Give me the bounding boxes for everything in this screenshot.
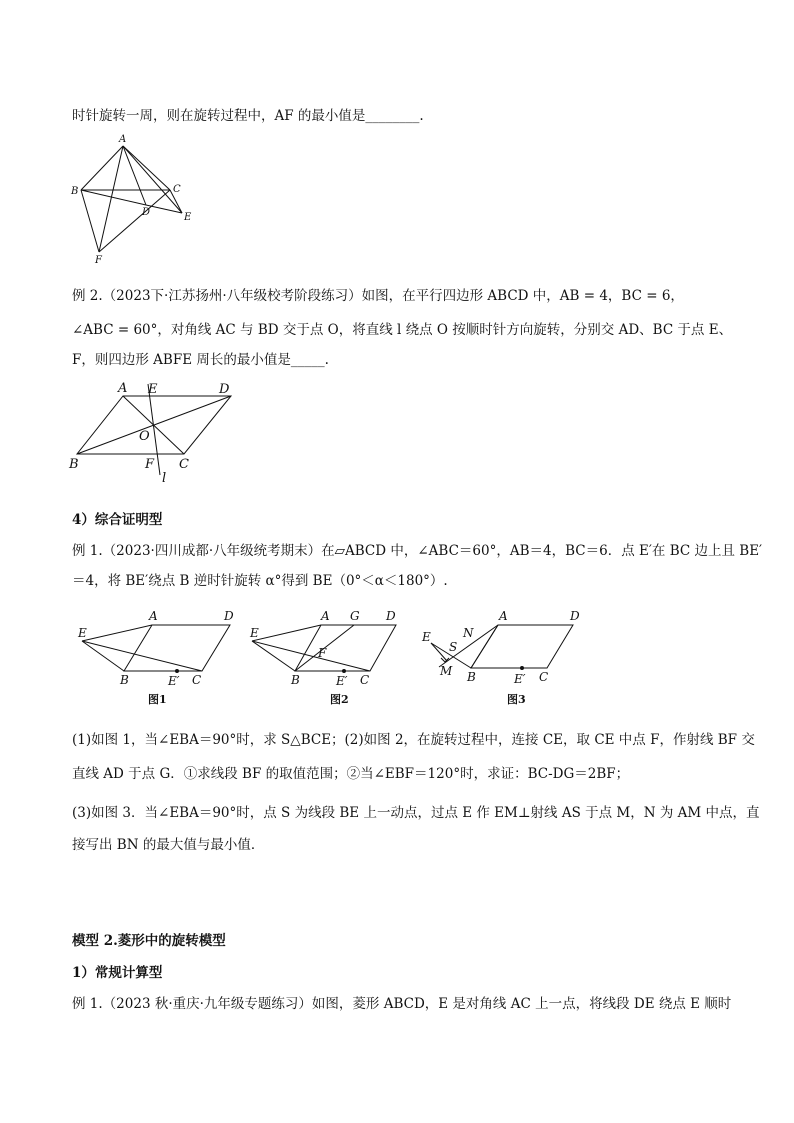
label-E: E [250,626,259,640]
label-E-prime: E′ [336,674,348,688]
caption-fig2: 图2 [330,693,349,706]
label-B: B [120,673,129,687]
question-1-line-1: (1)如图 1，当∠EBA＝90°时，求 S△BCE；(2)如图 2，在旋转过程中，连接 CE，取 CE 中点 F，作射线 BF 交 [72,732,755,748]
example-last-line: 例 1.（2023 秋·重庆·九年级专题练习）如图，菱形 ABCD，E 是对角线 AC 上一点，将线段 DE 绕点 E 顺时 [72,996,732,1012]
label-D: D [570,609,580,623]
label-A: A [118,381,128,396]
label-E: E [184,212,192,223]
example2-line-2: ∠ABC = 60°，对角线 AC 与 BD 交于点 O，将直线 l 绕点 O 按顺时针方向旋转，分别交 AD、BC 于点 E、 [72,322,733,338]
label-O: O [139,429,150,444]
section-4-heading: 4）综合证明型 [72,512,163,528]
example2-line-1: 例 2.（2023下·江苏扬州·八年级校考阶段练习）如图，在平行四边形 ABCD 中，AB = 4，BC = 6， [72,288,684,304]
label-D: D [219,382,230,397]
model-2-heading: 模型 2.菱形中的旋转模型 [72,933,226,949]
figure-3 [419,603,594,708]
label-C: C [173,184,181,195]
label-E-prime: E′ [514,672,526,686]
label-N: N [463,626,474,640]
label-F: F [95,255,102,265]
label-E: E [78,626,87,640]
question-3-line-2: 接写出 BN 的最大值与最小值． [72,837,265,853]
example2-line-3: F，则四边形 ABFE 周长的最小值是_____. [72,352,329,368]
example1-line-2: ＝4，将 BE′绕点 B 逆时针旋转 α°得到 BE（0°＜α＜180°）. [72,573,448,589]
label-S: S [449,640,458,654]
label-D: D [142,207,151,218]
label-A: A [321,609,330,623]
point-E-prime [175,669,179,673]
label-A: A [499,609,508,623]
label-D: D [224,609,234,623]
label-A: A [119,134,127,145]
label-C: C [179,457,189,472]
label-B: B [291,673,300,687]
label-B: B [467,670,476,684]
label-F: F [145,457,155,472]
label-l: l [162,471,167,486]
figure-parallelogram-rotation [66,376,246,486]
label-D: D [386,609,396,623]
label-C: C [539,670,549,684]
label-B: B [69,457,79,472]
label-E: E [422,630,431,644]
label-M: M [440,664,453,678]
label-C: C [192,673,202,687]
caption-fig1: 图1 [148,693,167,706]
label-C: C [360,673,370,687]
text-line-1: 时针旋转一周，则在旋转过程中，AF 的最小值是________. [72,108,424,124]
question-3-line-1: (3)如图 3．当∠EBA＝90°时，点 S 为线段 BE 上一动点，过点 E 作 EM⊥射线 AS 于点 M，N 为 AM 中点，直 [72,805,760,821]
label-F: F [318,646,327,660]
label-G: G [350,609,360,623]
section-1-heading: 1）常规计算型 [72,965,163,981]
label-E: E [148,382,158,397]
question-1-line-2: 直线 AD 于点 G．①求线段 BF 的取值范围；②当∠EBF＝120°时，求证：BC-DG＝2BF； [72,766,630,782]
figure-2 [244,603,414,708]
figure-1 [72,603,242,708]
caption-fig3: 图3 [507,693,526,706]
figure-quadrilateral-rotation [66,130,206,265]
point-E-prime [342,669,346,673]
label-E-prime: E′ [168,674,180,688]
point-E-prime [520,666,524,670]
example1-line-1: 例 1.（2023·四川成都·八年级统考期末）在▱ABCD 中，∠ABC＝60°，AB＝4，BC＝6．点 E′在 BC 边上且 BE′ [72,543,763,559]
label-B: B [71,186,79,197]
label-A: A [149,609,158,623]
